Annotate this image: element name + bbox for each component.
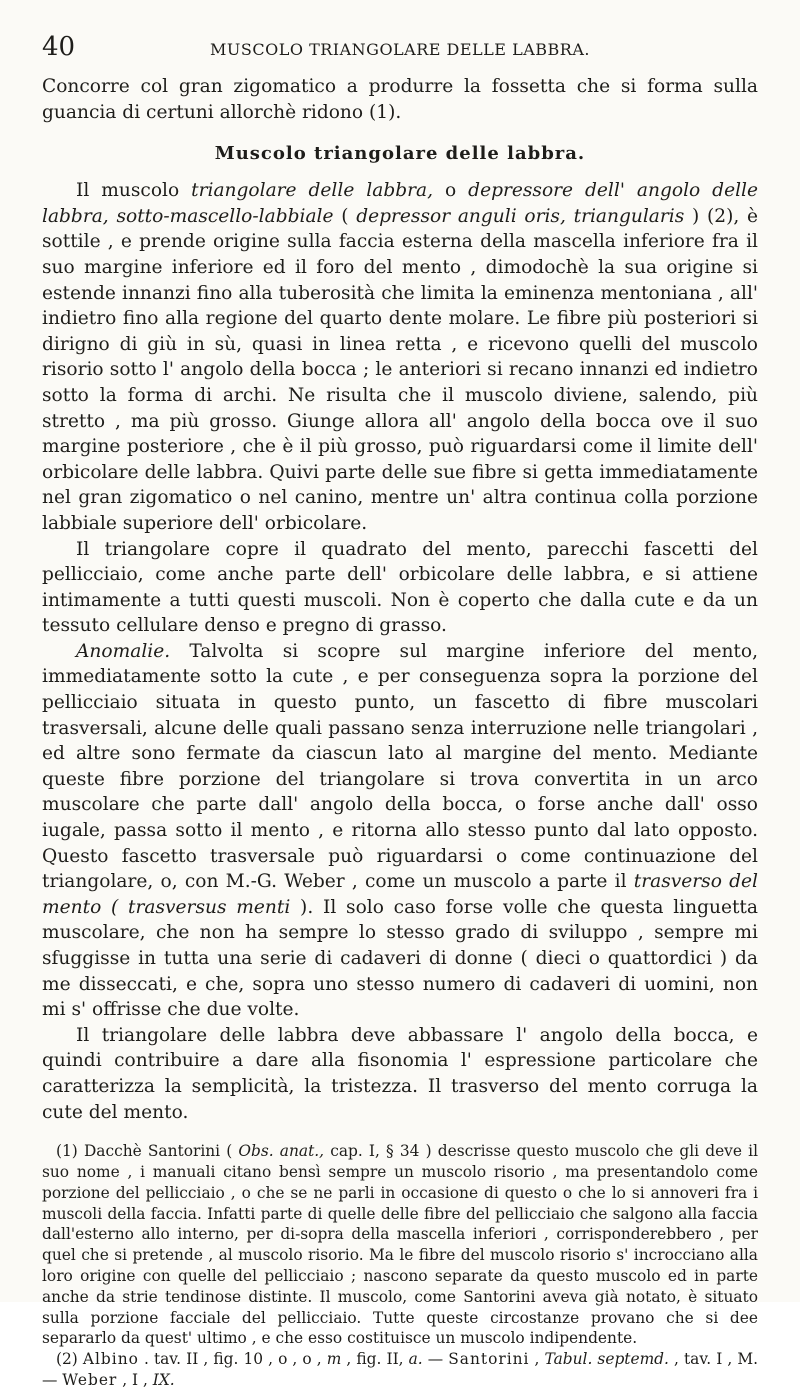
paragraph-relations: Il triangolare copre il quadrato del mento, parecchi fascetti del pellicciaio, come anche parte dell' orbicolare delle labbra, e si attiene intimamente a tutti questi muscoli. Non è coperto che dalla cute e da un tessuto cellulare denso e pregno di grasso. bbox=[42, 538, 758, 637]
author-name: Santorini bbox=[448, 1350, 530, 1369]
running-head: MUSCOLO TRIANGOLARE DELLE LABBRA. bbox=[210, 40, 590, 59]
text-run: , tav. I , M. — bbox=[42, 1350, 758, 1389]
footnote-1 bbox=[42, 1141, 758, 1349]
paragraph-function: Il triangolare delle labbra deve abbassare l' angolo della bocca, e quindi contribuire a dare alla fisonomia l' espressione particolare che caratterizza la semplicità, la tristezza. Il trasverso del mento corruga la cute del mento. bbox=[42, 1024, 758, 1123]
author-name: Albino bbox=[82, 1350, 139, 1369]
page-number: 40 bbox=[42, 32, 76, 62]
citation-italic: Tabul. septemd. bbox=[544, 1350, 669, 1369]
text-run: ). Il solo caso forse volle che questa linguetta muscolare, che non ha sempre lo stesso grado di sviluppo , sempre mi sfuggisse in tutta una serie di cadaveri di donne ( dieci o quattordici ) da me disseccati, e che, sopra uno stesso numero di cadaveri di uomini, non mi s' offrisse che due volte. bbox=[42, 896, 758, 1021]
text-run: ( bbox=[333, 205, 357, 227]
text-run: — bbox=[422, 1350, 449, 1369]
term-italic: trasverso del mento ( trasversus menti bbox=[42, 871, 758, 918]
text-run: ) (2), è sottile , e prende origine sulla faccia esterna della mascella inferiore fra il suo margine inferiore ed il foro del mento , dimodochè la sua origine si estende innanzi fino alla tuberosità che limita la eminenza mentoniana , all' indietro fino alla regione del quarto dente molare. Le fibre più posteriori si dirigno di giù in sù, quasi in linea retta , e ricevono quelli del muscolo risorio sotto l' angolo della bocca ; le anteriori si recano innanzi ed indietro sotto la forma di archi. Ne risulta che il muscolo diviene, salendo, più stretto , ma più grosso. Giunge allora all' angolo della bocca ove il suo margine posteriore , che è il più grosso, può riguardarsi come il limite dell' orbicolare delle labbra. Quivi parte delle sue fibre si getta immediatamente nel gran zigomatico o nel canino, mentre un' altra continua colla porzione labbiale superiore dell' orbicolare. bbox=[42, 205, 758, 534]
text-run: o bbox=[445, 180, 469, 202]
text-run: (1) Dacchè Santorini ( bbox=[56, 1142, 239, 1161]
text-run: , fig. II, bbox=[341, 1350, 409, 1369]
section-title: Muscolo triangolare delle labbra. bbox=[214, 143, 586, 165]
text-run: Talvolta si scopre sul margine inferiore del mento, immediatamente sotto la cute , e per conseguenza sopra la porzione del pellicciaio situata in questo punto, un fascetto di fibre muscolari trasversali, alcune delle quali passano senza interruzione nelle triangolari , ed altre sono fermate da ciascun lato al margine del mento. Mediante queste fibre porzione del triangolare si trova convertita in un arco muscolare che parte dall' angolo della bocca, o forse anche dall' osso iugale, passa sotto il mento , e ritorna allo stesso punto dal lato opposto. Questo fascetto trasversale può riguardarsi o come continuazione del triangolare, o, con M.-G. Weber , come un muscolo a parte il bbox=[42, 640, 758, 893]
text-run: (2) bbox=[56, 1350, 83, 1369]
footnote-2 bbox=[42, 1349, 758, 1391]
anomalie-lead: Anomalie. bbox=[76, 640, 171, 662]
author-name: Weber bbox=[62, 1370, 118, 1389]
text-run: . tav. II , fig. 10 , o , o , bbox=[138, 1350, 327, 1369]
text-run: Il muscolo bbox=[76, 180, 192, 202]
term-italic: triangolare delle labbra, bbox=[191, 180, 445, 202]
text-run: cap. I, § 34 ) descrisse questo muscolo che gli deve il suo nome , i manuali citano bensì sempre un muscolo risorio , ma presentandolo come porzione del pellicciaio , o che se ne parli in occasione di questo o che lo si annoveri fra i muscoli della faccia. Infatti parte di quelle delle fibre del pellicciaio che salgono alla faccia dall'esterno allo interno, per di-sopra della mascella inferiori , corrisponderebbero , per quel che si pretende , al muscolo risorio. Ma le fibre del muscolo risorio s' incrocciano alla loro origine con quelle del pellicciaio ; nascono separate da questo muscolo ed in parte anche da strie tendinose distinte. Il muscolo, come Santorini aveva già notato, è situato sulla porzione facciale del pellicciaio. Tutte queste circostanze provano che si dee separarlo da quest' ultimo , e che esso costituisce un muscolo indipendente. bbox=[42, 1142, 758, 1348]
citation-italic: IX. bbox=[152, 1370, 175, 1389]
term-italic: depressore dell' angolo delle labbra, sotto-mascello-labbiale bbox=[42, 180, 758, 227]
citation-italic: Obs. anat., bbox=[238, 1142, 325, 1161]
intro-paragraph: Concorre col gran zigomatico a produrre la fossetta che si forma sulla guancia di certuni allorchè ridono (1). bbox=[42, 76, 758, 123]
text-run: , I , bbox=[117, 1370, 153, 1389]
paragraph-anomalies bbox=[42, 639, 758, 1023]
body-text bbox=[42, 74, 758, 1125]
text-run: , bbox=[529, 1350, 545, 1369]
term-italic: depressor anguli oris, triangularis bbox=[356, 205, 685, 227]
footnotes bbox=[42, 1141, 758, 1391]
paragraph-description bbox=[42, 178, 758, 536]
page-header bbox=[42, 34, 758, 74]
citation-italic: m bbox=[326, 1350, 342, 1369]
citation-italic: a. bbox=[408, 1350, 423, 1369]
